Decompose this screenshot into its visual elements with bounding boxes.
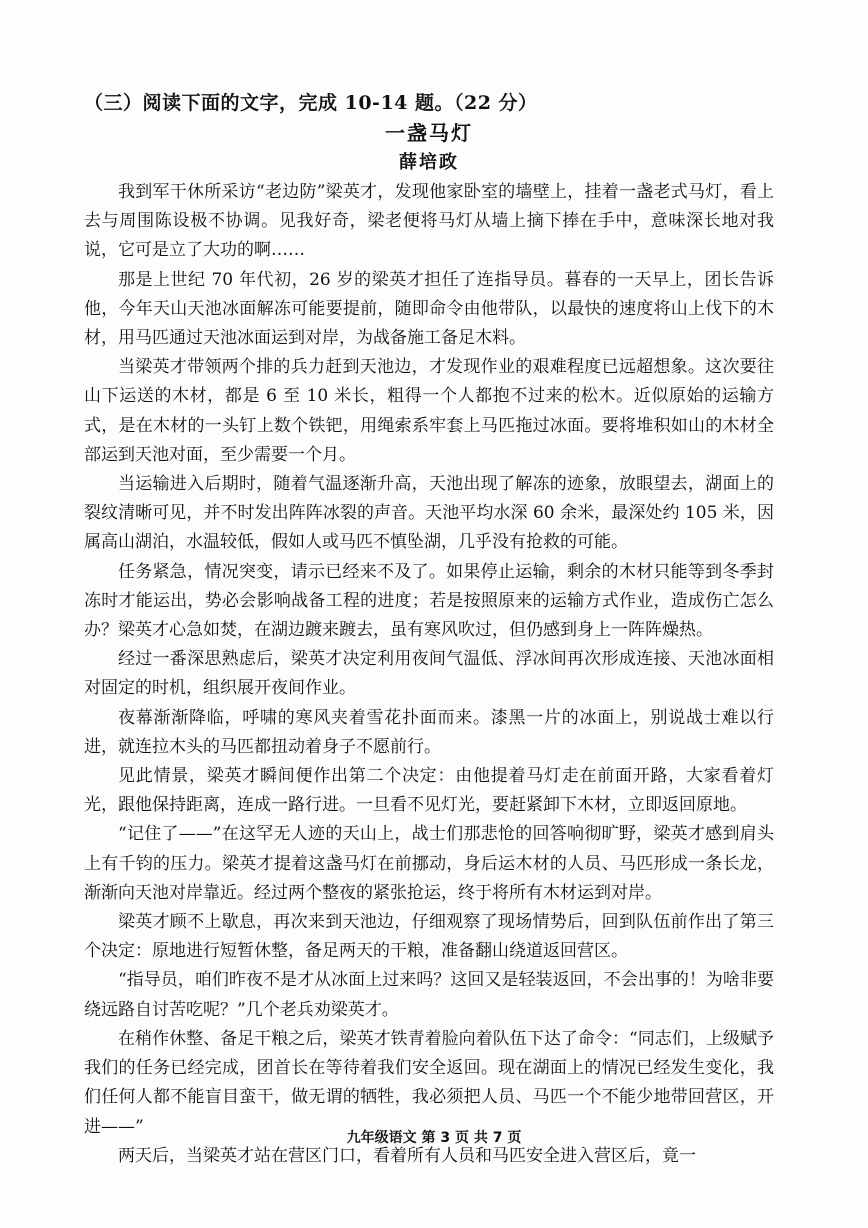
article-paragraph: 两天后，当梁英才站在营区门口，看着所有人员和马匹安全进入营区后，竟一 [118, 1145, 696, 1166]
article-paragraph: 在稍作休整、备足干粮之后，梁英才铁青着脸向着队伍下达了命令：“同志们，上级赋予我们的任务已经完成，团首长在等待着我们安全返回。现在湖面上的情况已经发生变化，我们任何人都不能盲目蛮干，做无谓的牺牲，我必须把人员、马匹一个不能少地带回营区，开进——” [84, 1028, 774, 1137]
article-paragraph: 当运输进入后期时，随着气温逐渐升高，天池出现了解冻的迹象，放眼望去，湖面上的裂纹清晰可见，并不时发出阵阵冰裂的声音。天池平均水深 60 余米，最深处约 105 米，因属高山湖泊，水温较低，假如人或马匹不慎坠湖，几乎没有抢救的可能。 [84, 474, 774, 553]
article-paragraph: 那是上世纪 70 年代初，26 岁的梁英才担任了连指导员。暮春的一天早上，团长告诉他，今年天山天池冰面解冻可能要提前，随即命令由他带队，以最快的速度将山上伐下的木材，用马匹通过天池冰面运到对岸，为战备施工备足木料。 [84, 269, 774, 349]
article-paragraph: 经过一番深思熟虑后，梁英才决定利用夜间气温低、浮冰间再次形成连接、天池冰面相对固定的时机，组织展开夜间作业。 [84, 649, 774, 699]
page-footer: 九年级语文 第 3 页 共 7 页 [346, 1130, 522, 1146]
article-paragraph: “记住了——”在这罕无人迹的天山上，战士们那悲怆的回答响彻旷野，梁英才感到肩头上有千钧的压力。梁英才提着这盏马灯在前挪动，身后运木材的人员、马匹形成一条长龙，渐渐向天池对岸靠近。经过两个整夜的紧张抢运，终于将所有木材运到对岸。 [84, 824, 774, 903]
reading-section [84, 88, 774, 1171]
article-paragraph: 当梁英才带领两个排的兵力赶到天池边，才发现作业的艰难程度已远超想象。这次要往山下运送的木材，都是 6 至 10 米长，粗得一个人都抱不过来的松木。近似原始的运输方式，是在木材的一头钉上数个铁钯，用绳索系牢套上马匹拖过冰面。要将堆积如山的木材全部运到天池对面，至少需要一个月。 [84, 357, 774, 465]
article-paragraph: “指导员，咱们昨夜不是才从冰面上过来吗？这回又是轻装返回，不会出事的！为啥非要绕远路自讨苦吃呢？”几个老兵劝梁英才。 [84, 970, 774, 1020]
article-author: 薛培政 [399, 152, 459, 173]
article-paragraph: 我到军干休所采访“老边防”梁英才，发现他家卧室的墙壁上，挂着一盏老式马灯，看上去与周围陈设极不协调。见我好奇，梁老便将马灯从墙上摘下捧在手中，意味深长地对我说，它可是立了大功的啊…… [84, 182, 774, 261]
article-title: 一盏马灯 [385, 121, 473, 145]
article-paragraph: 见此情景，梁英才瞬间便作出第二个决定：由他提着马灯走在前面开路，大家看着灯光，跟他保持距离，连成一路行进。一旦看不见灯光，要赶紧卸下木材，立即返回原地。 [84, 766, 774, 816]
section-heading: （三）阅读下面的文字，完成 10-14 题。（22 分） [84, 92, 538, 114]
article-paragraph: 任务紧急，情况突变，请示已经来不及了。如果停止运输，剩余的木材只能等到冬季封冻时才能运出，势必会影响战备工程的进度；若是按照原来的运输方式作业，造成伤亡怎么办？梁英才心急如焚，在湖边踱来踱去，虽有寒风吹过，但仍感到身上一阵阵燥热。 [84, 561, 774, 641]
article-paragraph: 梁英才顾不上歇息，再次来到天池边，仔细观察了现场情势后，回到队伍前作出了第三个决定：原地进行短暂休整，备足两天的干粮，准备翻山绕道返回营区。 [84, 912, 774, 962]
article-paragraph: 夜幕渐渐降临，呼啸的寒风夹着雪花扑面而来。漆黑一片的冰面上，别说战士难以行进，就连拉木头的马匹都扭动着身子不愿前行。 [84, 707, 774, 757]
